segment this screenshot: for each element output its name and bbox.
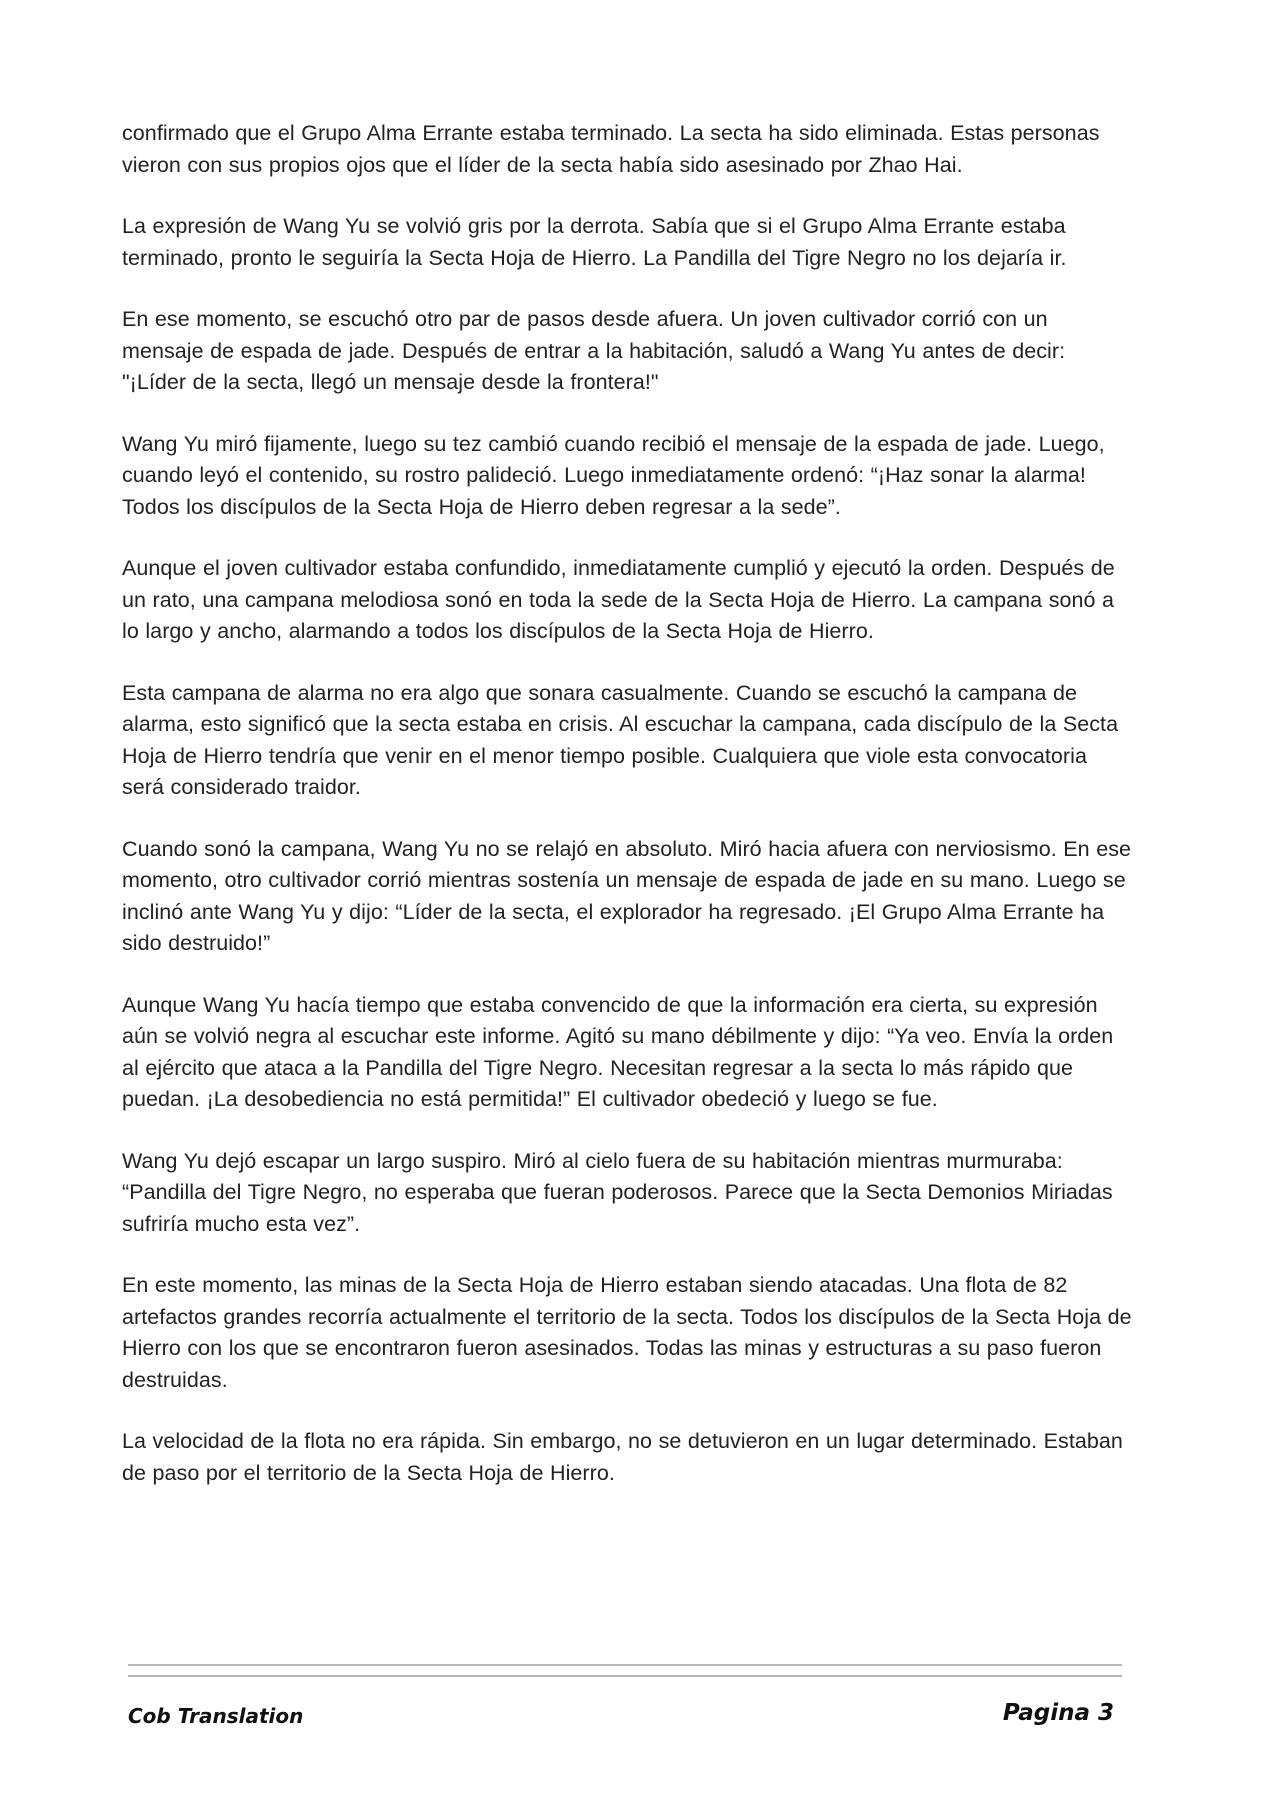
paragraph: En este momento, las minas de la Secta Hoja de Hierro estaban siendo atacadas. Una flota de 82 artefactos grandes recorría actualmente el territorio de la secta. Todos los discípulos de la Secta Hoja de Hierro con los que se encontraron fueron asesinados. Todas las minas y estructuras a su paso fueron destruidas.: [122, 1273, 1132, 1392]
footer-divider-top: [128, 1664, 1122, 1666]
paragraph: Cuando sonó la campana, Wang Yu no se relajó en absoluto. Miró hacia afuera con nerviosismo. En ese momento, otro cultivador corrió mientras sostenía un mensaje de espada de jade en su mano. Luego se inclinó ante Wang Yu y dijo: “Líder de la secta, el explorador ha regresado. ¡El Grupo Alma Errante ha sido destruido!”: [122, 836, 1132, 955]
paragraph: Aunque Wang Yu hacía tiempo que estaba convencido de que la información era cierta, su expresión aún se volvió negra al escuchar este informe. Agitó su mano débilmente y dijo: “Ya veo. Envía la orden al ejército que ataca a la Pandilla del Tigre Negro. Necesitan regresar a la secta lo más rápido que puedan. ¡La desobediencia no está permitida!” El cultivador obedeció y luego se fue.: [122, 992, 1114, 1111]
paragraph: Aunque el joven cultivador estaba confundido, inmediatamente cumplió y ejecutó la orden. Después de un rato, una campana melodiosa sonó en toda la sede de la Secta Hoja de Hierro. La campana sonó a lo largo y ancho, alarmando a todos los discípulos de la Secta Hoja de Hierro.: [122, 556, 1115, 643]
paragraph: La expresión de Wang Yu se volvió gris por la derrota. Sabía que si el Grupo Alma Errante estaba terminado, pronto le seguiría la Secta Hoja de Hierro. La Pandilla del Tigre Negro no los dejaría ir.: [122, 214, 1067, 270]
body-text: [122, 118, 1132, 1519]
paragraph: confirmado que el Grupo Alma Errante estaba terminado. La secta ha sido eliminada. Estas personas vieron con sus propios ojos que el líder de la secta había sido asesinado por Zhao Hai.: [122, 121, 1100, 177]
footer-page-number: Pagina 3: [1002, 1700, 1114, 1726]
footer-divider-bottom: [128, 1675, 1122, 1677]
paragraph: Esta campana de alarma no era algo que sonara casualmente. Cuando se escuchó la campana de alarma, esto significó que la secta estaba en crisis. Al escuchar la campana, cada discípulo de la Secta Hoja de Hierro tendría que venir en el menor tiempo posible. Cualquiera que viole esta convocatoria será considerado traidor.: [122, 680, 1119, 799]
paragraph: La velocidad de la flota no era rápida. Sin embargo, no se detuvieron en un lugar determinado. Estaban de paso por el territorio de la Secta Hoja de Hierro.: [122, 1429, 1123, 1485]
paragraph: En ese momento, se escuchó otro par de pasos desde afuera. Un joven cultivador corrió con un mensaje de espada de jade. Después de entrar a la habitación, saludó a Wang Yu antes de decir: "¡Líder de la secta, llegó un mensaje desde la frontera!": [122, 307, 1066, 394]
footer-translator-credit: Cob Translation: [128, 1704, 304, 1728]
paragraph: Wang Yu miró fijamente, luego su tez cambió cuando recibió el mensaje de la espada de jade. Luego, cuando leyó el contenido, su rostro palideció. Luego inmediatamente ordenó: “¡Haz sonar la alarma! Todos los discípulos de la Secta Hoja de Hierro deben regresar a la sede”.: [122, 431, 1105, 519]
paragraph: Wang Yu dejó escapar un largo suspiro. Miró al cielo fuera de su habitación mientras murmuraba: “Pandilla del Tigre Negro, no esperaba que fueran poderosos. Parece que la Secta Demonios Miriadas sufriría mucho esta vez”.: [122, 1148, 1113, 1236]
